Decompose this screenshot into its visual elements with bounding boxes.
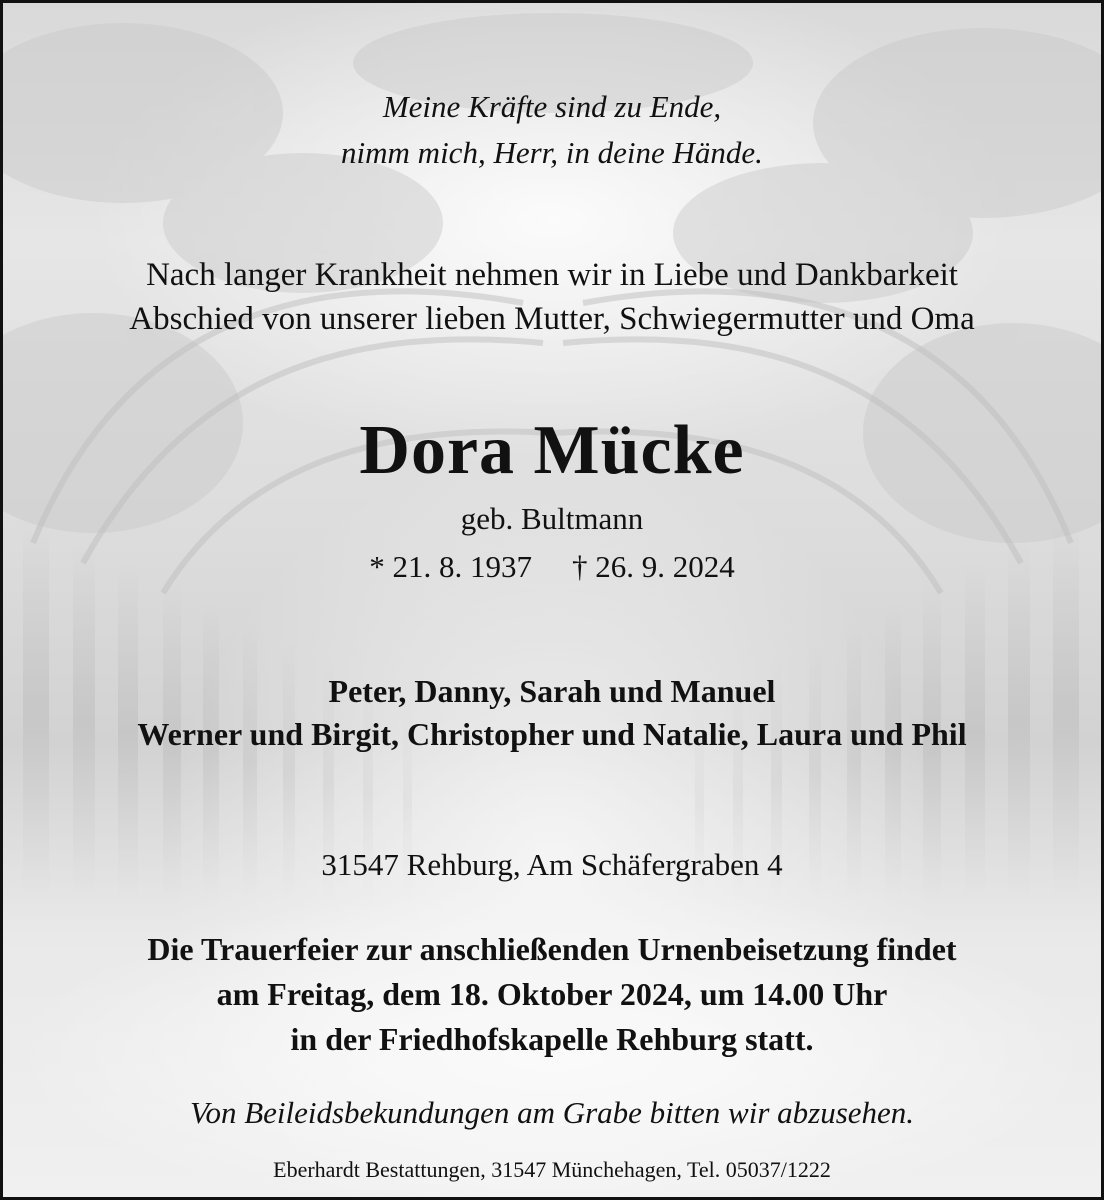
deceased-name: Dora Mücke	[359, 412, 745, 489]
service-line-3: in der Friedhofskapelle Rehburg statt.	[290, 1021, 814, 1057]
birth-date: * 21. 8. 1937	[369, 549, 532, 584]
death-date: † 26. 9. 2024	[572, 549, 735, 584]
mourners-line-1: Peter, Danny, Sarah und Manuel	[328, 673, 776, 709]
service-line-1: Die Trauerfeier zur anschließenden Urnenbeisetzung findet	[147, 931, 957, 967]
life-dates	[3, 547, 1101, 587]
condolence-request: Von Beileidsbekundungen am Grabe bitten wir abzusehen.	[189, 1095, 915, 1130]
family-address: 31547 Rehburg, Am Schäfergraben 4	[321, 847, 783, 882]
verse-line-1: Meine Kräfte sind zu Ende,	[382, 89, 722, 124]
service-line-2: am Freitag, dem 18. Oktober 2024, um 14.00 Uhr	[216, 976, 888, 1012]
verse-line-2: nimm mich, Herr, in deine Hände.	[341, 135, 763, 170]
maiden-name: geb. Bultmann	[460, 501, 644, 536]
intro-line-1: Nach langer Krankheit nehmen wir in Liebe und Dankbarkeit	[146, 257, 958, 293]
intro-line-2: Abschied von unserer lieben Mutter, Schwiegermutter und Oma	[129, 301, 975, 337]
undertaker-info: Eberhardt Bestattungen, 31547 Münchehagen, Tel. 05037/1222	[273, 1157, 831, 1182]
mourners-line-2: Werner und Birgit, Christopher und Natalie, Laura und Phil	[137, 716, 967, 752]
